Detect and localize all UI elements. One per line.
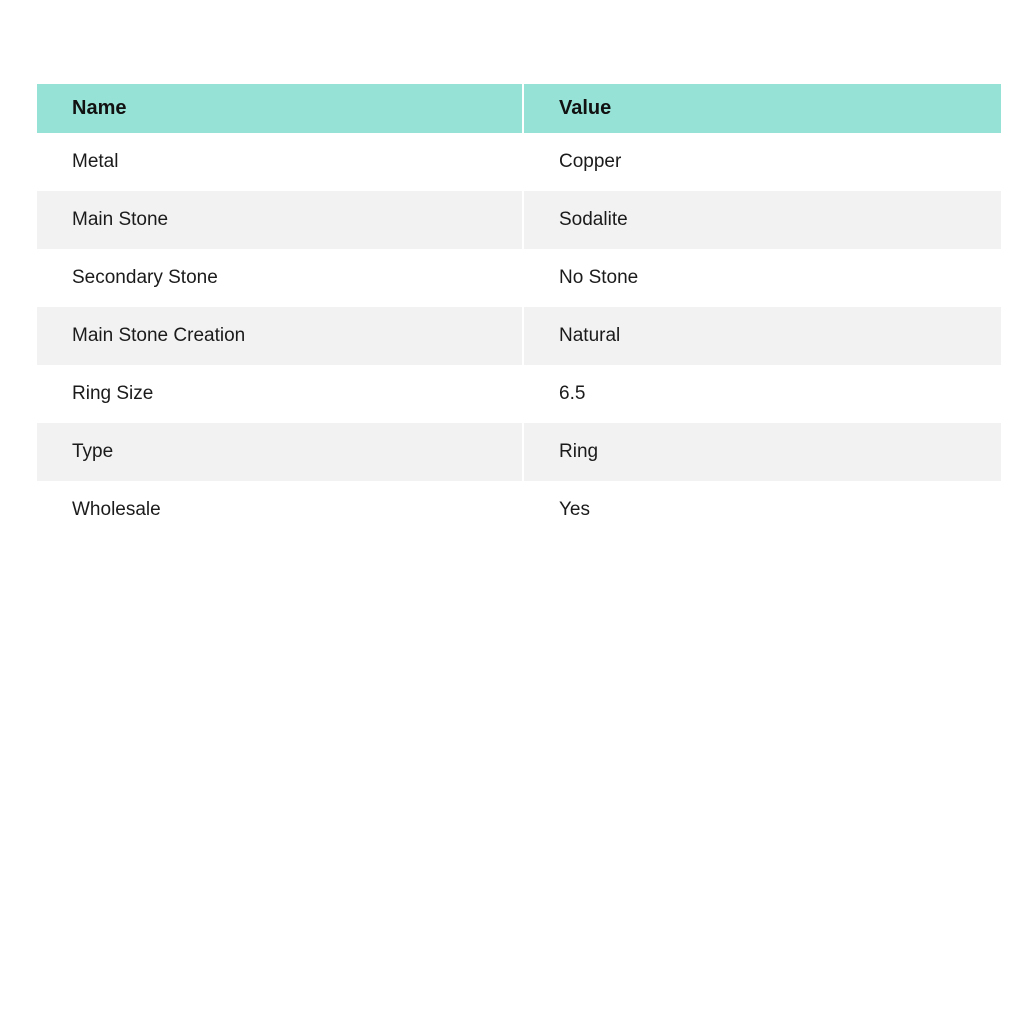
- table-row: [37, 249, 1001, 307]
- row-value-cell: Copper: [523, 133, 1001, 191]
- row-name-cell: Main Stone Creation: [72, 325, 246, 346]
- table-row: [37, 133, 1001, 191]
- row-value-cell: Natural: [523, 307, 1001, 365]
- row-name-cell: Metal: [72, 151, 119, 172]
- table-row: [37, 365, 1001, 423]
- table-row: [37, 191, 1001, 249]
- row-name-cell: Secondary Stone: [72, 267, 218, 288]
- row-name-cell: Ring Size: [72, 383, 154, 404]
- table-row: [37, 481, 1001, 539]
- header-value-cell: Value: [523, 84, 1001, 133]
- table-header-row: [37, 84, 1001, 133]
- row-name-cell: Type: [72, 441, 114, 462]
- row-value-cell: No Stone: [523, 249, 1001, 307]
- row-name-cell: Main Stone: [72, 209, 169, 230]
- table-row: [37, 423, 1001, 481]
- table-row: [37, 307, 1001, 365]
- row-name-cell: Wholesale: [72, 499, 161, 520]
- row-value-cell: Sodalite: [523, 191, 1001, 249]
- row-value-cell: Ring: [523, 423, 1001, 481]
- product-attributes-table: [37, 84, 1001, 539]
- header-name-cell: Name: [37, 84, 523, 133]
- row-value-cell: Yes: [523, 481, 1001, 539]
- row-value-cell: 6.5: [523, 365, 1001, 423]
